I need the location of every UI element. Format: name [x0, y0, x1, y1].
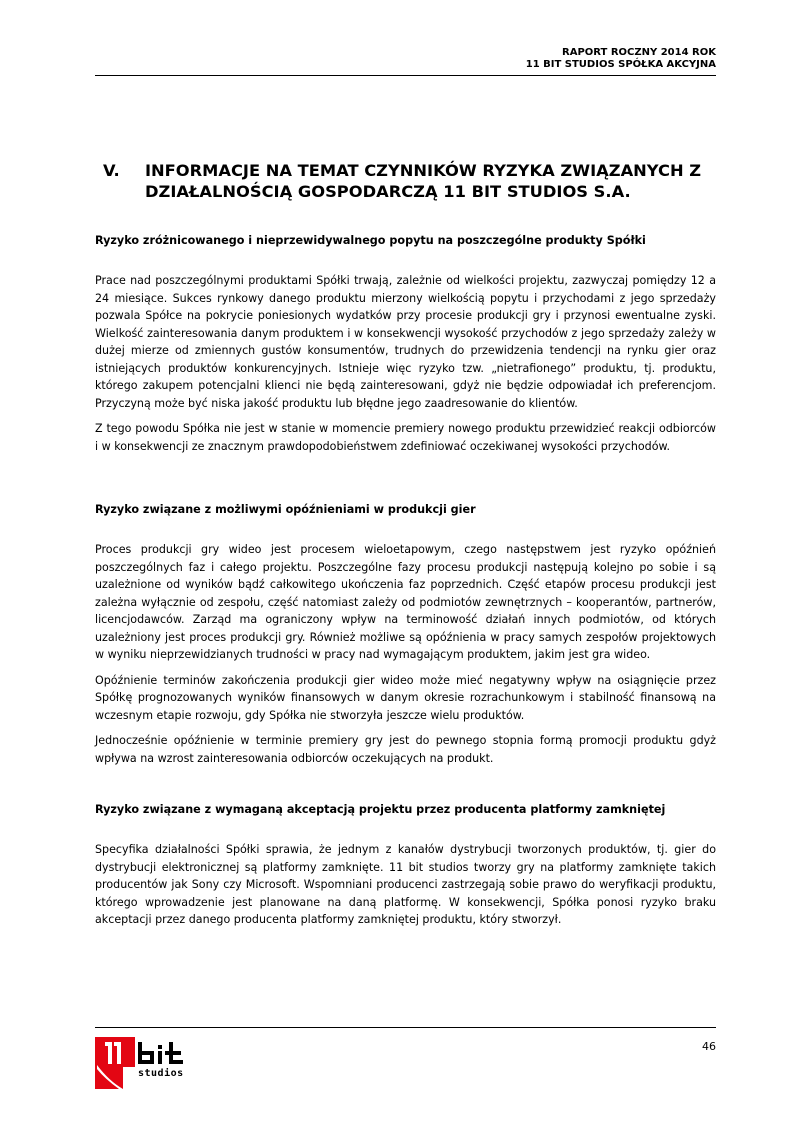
- paragraph: Jednocześnie opóźnienie w terminie premiery gry jest do pewnego stopnia formą promocji produktu gdyż wpływa na wzrost zainteresowania odbiorców oczekujących na produkt.: [95, 734, 716, 765]
- company-logo: [95, 1037, 215, 1092]
- section-heading: Ryzyko zróżnicowanego i nieprzewidywalnego popytu na poszczególne produkty Spółki: [95, 234, 646, 247]
- chapter-number: V.: [103, 161, 120, 180]
- section-heading: Ryzyko związane z możliwymi opóźnieniami w produkcji gier: [95, 503, 476, 516]
- report-title: RAPORT ROCZNY 2014 ROK: [562, 47, 716, 58]
- section-heading: Ryzyko związane z wymaganą akceptacją projektu przez producenta platformy zamkniętej: [95, 803, 666, 816]
- running-header: [95, 47, 716, 71]
- document-body: [95, 234, 716, 929]
- paragraph: Z tego powodu Spółka nie jest w stanie w momencie premiery nowego produktu przewidzieć reakcji odbiorców i w konsekwencji ze znacznym prawdopodobieństwem zdefiniować oczekiwanej wysokości przychodów.: [95, 422, 716, 453]
- paragraph: Specyfika działalności Spółki sprawia, że jednym z kanałów dystrybucji tworzonych produktów, tj. gier do dystrybucji elektronicznej są platformy zamknięte. 11 bit studios tworzy gry na platformy zamknięte takich producentów jak Sony czy Microsoft. Wspomniani producenci zastrzegają sobie prawo do weryfikacji produktu, którego wprowadzenie jest planowane na daną platformę. W konsekwencji, Spółka ponosi ryzyko braku akceptacji przez danego producenta platformy zamkniętej produktu, który stworzył.: [95, 843, 716, 926]
- 11bit-studios-logo-icon: [95, 1037, 215, 1092]
- chapter-heading: [103, 160, 723, 202]
- header-divider: [95, 75, 716, 76]
- company-name: 11 BIT STUDIOS SPÓŁKA AKCYJNA: [525, 59, 716, 70]
- page-number: 46: [702, 1040, 716, 1053]
- paragraph: Opóźnienie terminów zakończenia produkcji gier wideo może mieć negatywny wpływ na osiągnięcie przez Spółkę prognozowanych wyników finansowych w danym okresie rozrachunkowym i stabilność finansową na wczesnym etapie rozwoju, gdy Spółka nie stworzyła jeszcze wielu produktów.: [95, 673, 716, 722]
- chapter-title: INFORMACJE NA TEMAT CZYNNIKÓW RYZYKA ZWIĄZANYCH Z DZIAŁALNOŚCIĄ GOSPODARCZĄ 11 BIT STUDIOS S.A.: [145, 161, 702, 201]
- paragraph: Prace nad poszczególnymi produktami Spółki trwają, zależnie od wielkości projektu, zazwyczaj pomiędzy 12 a 24 miesiące. Sukces rynkowy danego produktu mierzony wielkością popytu i przychodami z jego sprzedaży pozwala Spółce na pokrycie poniesionych wydatków przy procesie produkcji gry i przynosi ewentualne zyski. Wielkość zainteresowania danym produktem i w konsekwencji wysokość przychodów z jego sprzedaży zależy w dużej mierze od zmiennych gustów konsumentów, trudnych do przewidzenia tendencji na rynku gier oraz istniejących produktów konkurencyjnych. Istnieje więc ryzyko tzw. „nietrafionego” produktu, tj. produktu, którego zakupem potencjalni klienci nie będą zainteresowani, gdyż nie będzie odpowiadał ich preferencjom. Przyczyną może być niska jakość produktu lub błędne jego zaadresowanie do klientów.: [95, 274, 716, 410]
- footer-divider: [95, 1027, 716, 1028]
- svg-text:studios: studios: [138, 1068, 184, 1079]
- paragraph: Proces produkcji gry wideo jest procesem wieloetapowym, czego następstwem jest ryzyko opóźnień poszczególnych faz i całego projektu. Poszczególne fazy procesu produkcji następują kolejno po sobie i są uzależnione od wyników bądź całkowitego ukończenia faz poprzednich. Część etapów procesu produkcji jest zależna wyłącznie od zespołu, część natomiast zależy od podmiotów zewnętrznych – kooperantów, partnerów, licencjodawców. Zarząd ma ograniczony wpływ na terminowość działań innych podmiotów, od których uzależniony jest proces produkcji gry. Również możliwe są opóźnienia w pracy samych zespołów projektowych w wyniku nieprzewidzianych trudności w pracy nad wymagającym produktem, jakim jest gra wideo.: [95, 543, 716, 661]
